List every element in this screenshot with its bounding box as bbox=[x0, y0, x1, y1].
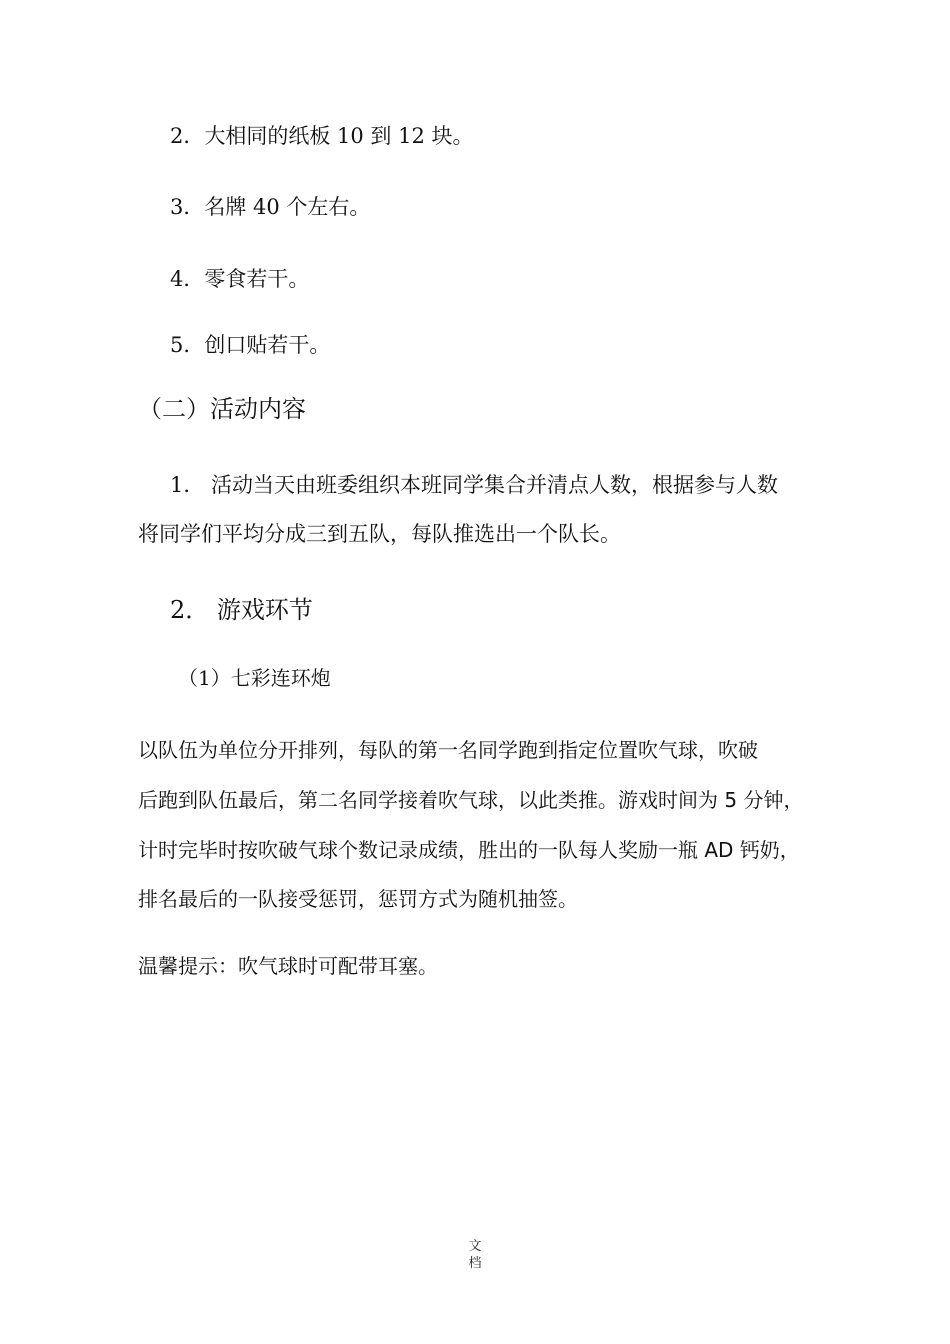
game-1-line-1: 以队伍为单位分开排列，每队的第一名同学跑到指定位置吹气球，吹破 bbox=[138, 738, 758, 762]
material-item-4: 4．零食若干。 bbox=[170, 267, 310, 291]
game-1-tip: 温馨提示：吹气球时可配带耳塞。 bbox=[138, 954, 438, 978]
game-1-line-2: 后跑到队伍最后，第二名同学接着吹气球，以此类推。游戏时间为 5 分钟， bbox=[138, 788, 804, 812]
game-1-line-3: 计时完毕时按吹破气球个数记录成绩，胜出的一队每人奖励一瓶 AD 钙奶， bbox=[138, 838, 800, 862]
footer-char-2: 档 bbox=[468, 1256, 482, 1271]
material-item-3: 3．名牌 40 个左右。 bbox=[170, 195, 371, 219]
section-heading: （二）活动内容 bbox=[138, 395, 306, 423]
game-1-title: （1）七彩连环炮 bbox=[178, 666, 331, 690]
content-point-1-line-1: 1． 活动当天由班委组织本班同学集合并清点人数，根据参与人数 bbox=[170, 473, 779, 497]
material-item-2: 2．大相同的纸板 10 到 12 块。 bbox=[170, 124, 474, 148]
footer-char-1: 文 bbox=[468, 1239, 482, 1254]
game-1-line-4: 排名最后的一队接受惩罚，惩罚方式为随机抽签。 bbox=[138, 887, 578, 911]
material-item-5: 5．创口贴若干。 bbox=[170, 333, 331, 357]
content-point-2: 2． 游戏环节 bbox=[170, 596, 313, 624]
content-point-1-line-2: 将同学们平均分成三到五队，每队推选出一个队长。 bbox=[138, 522, 621, 546]
page-footer bbox=[0, 1238, 950, 1272]
